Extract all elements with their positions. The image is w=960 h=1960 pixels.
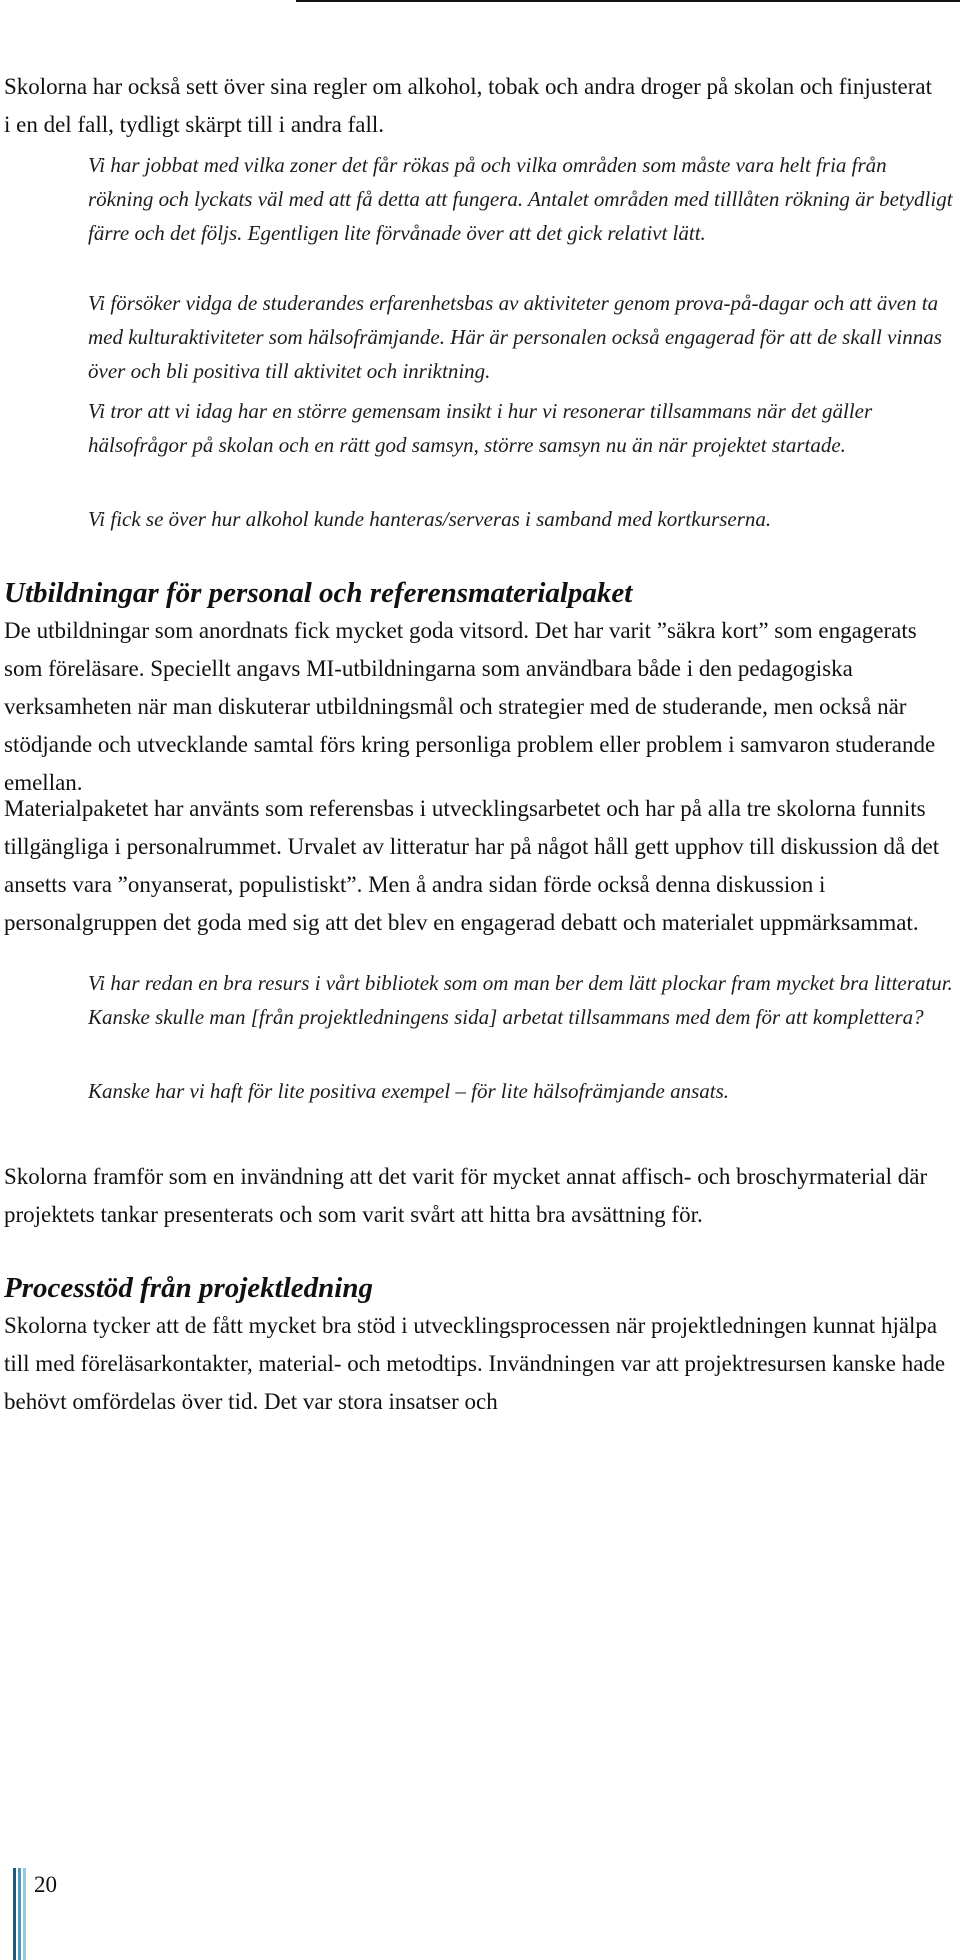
section-heading-process-support: Processtöd från projektledning: [4, 1272, 373, 1304]
section-2-paragraph: Skolorna tycker att de fått mycket bra stöd i utvecklingsprocessen när projektledningen kunnat hjälpa till med föreläsarkontakter, material- och metodtips. Invändningen var att projektresursen kanske hade behövt omfördelas över tid. Det var stora insatser och: [4, 1313, 946, 1414]
quote-alcohol: Vi fick se över hur alkohol kunde hanteras/serveras i samband med kortkurserna.: [88, 507, 772, 531]
section-heading-training: Utbildningar för personal och referensmaterialpaket: [4, 577, 633, 609]
intro-paragraph: Skolorna har också sett över sina regler om alkohol, tobak och andra droger på skolan och finjusterat i en del fall, tydligt skärpt till i andra fall.: [4, 74, 933, 137]
quote-activities: Vi försöker vidga de studerandes erfarenhetsbas av aktiviteter genom prova-på-dagar och att även ta med kulturaktiviteter som hälsofrämjande. Här är personalen också engagerad för att de skall vinnas över och bli positiva till aktivitet och inriktning.: [88, 291, 942, 383]
page-number: 20: [34, 1872, 57, 1897]
quote-library: Vi har redan en bra resurs i vårt bibliotek som om man ber dem lätt plockar fram mycket bra litteratur. Kanske skulle man [från projektledningens sida] arbetat tillsammans med dem för att komplettera?: [88, 971, 953, 1029]
quote-common-insight: Vi tror att vi idag har en större gemensam insikt i hur vi resonerar tillsammans när det gäller hälsofrågor på skolan och en rätt god samsyn, större samsyn nu än när projektet startade.: [88, 399, 873, 457]
quote-smoking-zones: Vi har jobbat med vilka zoner det får rökas på och vilka områden som måste vara helt fria från rökning och lyckats väl med att få detta att fungera. Antalet områden med tilllåten rökning är betydligt färre och det följs. Egentligen lite förvånade över att det gick relativt lätt.: [88, 153, 953, 245]
section-1-paragraph-material: Materialpaketet har använts som referensbas i utvecklingsarbetet och har på alla tre skolorna funnits tillgängliga i personalrummet. Urvalet av litteratur har på något håll gett upphov till diskussion då det ansetts vara ”onyanserat, populistiskt”. Men å andra sidan förde också denna diskussion i personalgruppen det goda med sig att det blev en engagerad debatt och materialet uppmärksammat.: [4, 796, 940, 935]
footer-bar-light: [23, 1868, 26, 1960]
top-rule: [296, 0, 960, 2]
section-1-paragraph-training: De utbildningar som anordnats fick mycket goda vitsord. Det har varit ”säkra kort” som engagerats som föreläsare. Speciellt angavs MI-utbildningarna som användbara både i den pedagogiska verksamheten när man diskuterar utbildningsmål och strategier med de studerande, men också när stödjande och utvecklande samtal förs kring personliga problem eller problem i samvaron studerande emellan.: [4, 618, 936, 795]
footer-bar-dark: [13, 1868, 16, 1960]
section-1-closing-paragraph: Skolorna framför som en invändning att det varit för mycket annat affisch- och broschyrmaterial där projektets tankar presenterats och som varit svårt att hitta bra avsättning för.: [4, 1164, 928, 1227]
footer-decorative-bars: [13, 1868, 27, 1960]
footer-bar-medium: [18, 1868, 21, 1960]
quote-positive-examples: Kanske har vi haft för lite positiva exempel – för lite hälsofrämjande ansats.: [88, 1079, 730, 1103]
